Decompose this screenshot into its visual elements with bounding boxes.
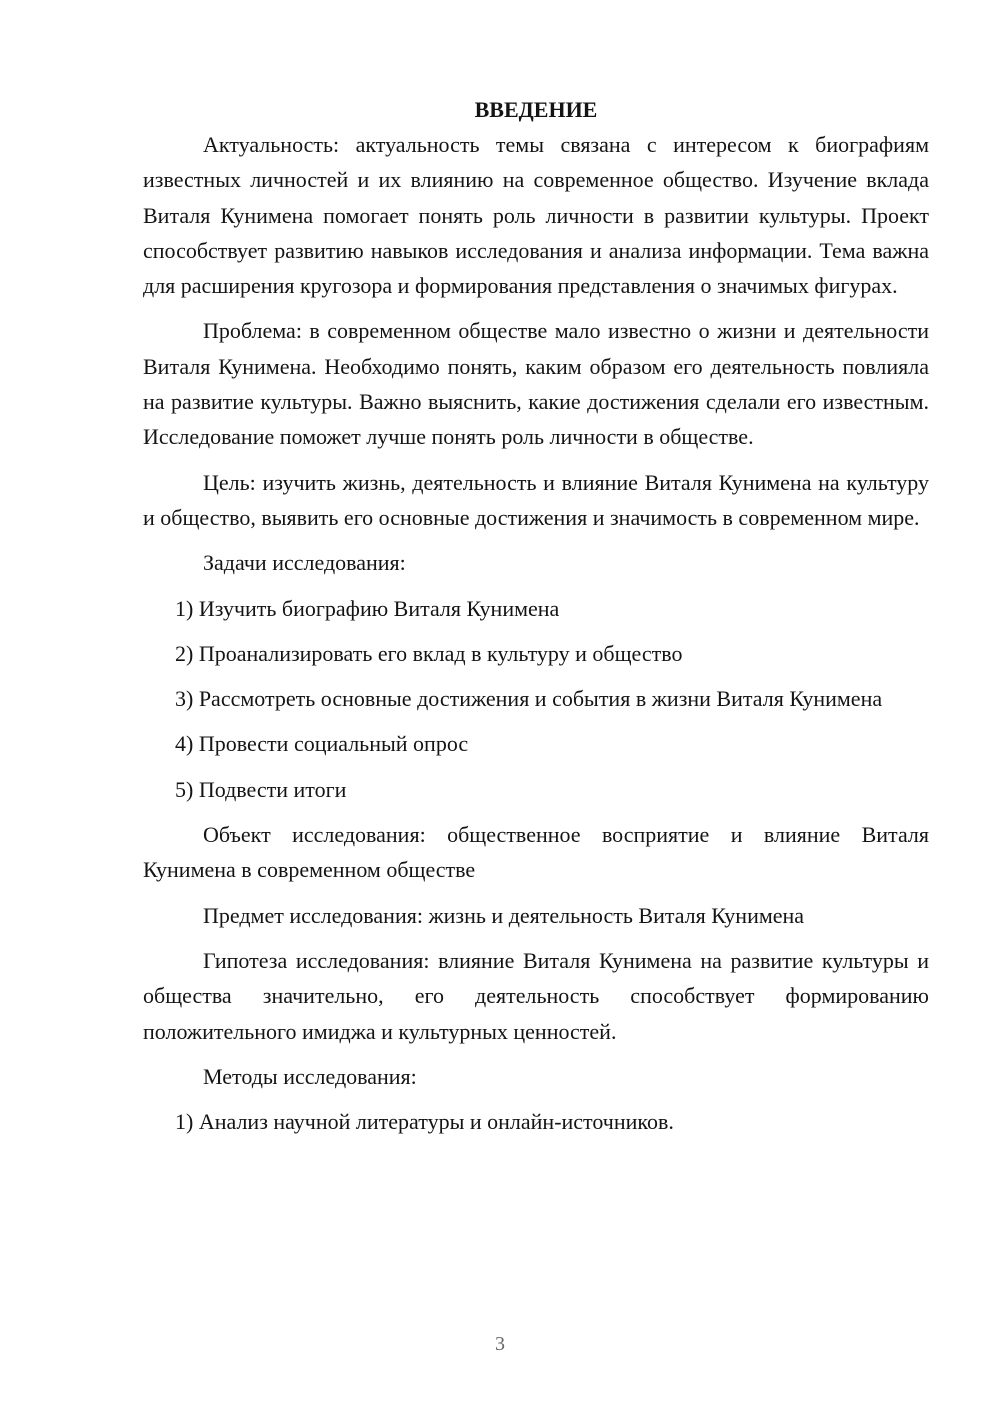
problem-paragraph: Проблема: в современном обществе мало известно о жизни и деятельности Виталя Кунимена. Необходимо понять, каким образом его деятельность повлияла на развитие культуры. Важно выяснить, какие достижения сделали его известным. Исследование поможет лучше понять роль личности в обществе.: [143, 318, 929, 450]
task-item: 1) Изучить биографию Виталя Кунимена: [175, 595, 560, 621]
task-item: 3) Рассмотреть основные достижения и события в жизни Виталя Кунимена: [175, 686, 883, 712]
relevance-paragraph: Актуальность: актуальность темы связана с интересом к биографиям известных личностей и их влиянию на современное общество. Изучение вклада Виталя Кунимена помогает понять роль личности в развитии культуры. Проект способствует развитию навыков исследования и анализа информации. Тема важна для расширения кругозора и формирования представления о значимых фигурах.: [143, 132, 929, 299]
goal-paragraph: Цель: изучить жизнь, деятельность и влияние Виталя Кунимена на культуру и общество, выявить его основные достижения и значимость в современном мире.: [143, 469, 929, 530]
task-item: 4) Провести социальный опрос: [175, 731, 469, 757]
document-page: [143, 92, 929, 1139]
subject-paragraph: Предмет исследования: жизнь и деятельность Виталя Кунимена: [203, 902, 805, 928]
hypothesis-paragraph: Гипотеза исследования: влияние Виталя Кунимена на развитие культуры и общества значительно, его деятельность способствует формированию положительного имиджа и культурных ценностей.: [143, 947, 929, 1044]
task-item: 2) Проанализировать его вклад в культуру и общество: [175, 640, 683, 666]
section-title: ВВЕДЕНИЕ: [474, 97, 598, 122]
tasks-heading: Задачи исследования:: [203, 550, 406, 576]
page-number: 3: [495, 1333, 505, 1355]
task-item: 5) Подвести итоги: [175, 776, 347, 802]
method-item: 1) Анализ научной литературы и онлайн-источников.: [175, 1109, 674, 1135]
methods-heading: Методы исследования:: [203, 1063, 417, 1089]
object-paragraph: Объект исследования: общественное восприятие и влияние Виталя Кунимена в современном обществе: [143, 822, 929, 883]
